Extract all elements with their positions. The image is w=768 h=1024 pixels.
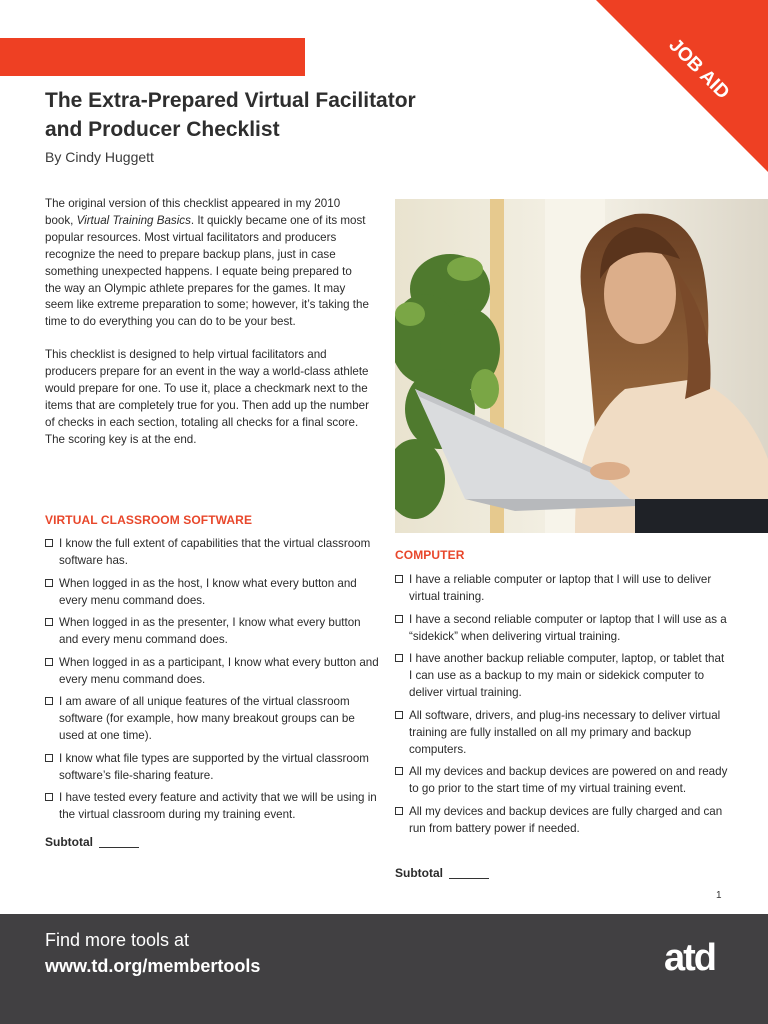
author-byline: By Cindy Huggett xyxy=(45,149,154,165)
intro-paragraph-1: The original version of this checklist appeared in my 2010 book, Virtual Training Basics. It quickly became one of its most popular resources. Most virtual facilitators and producers recognize the need to prepare backup plans, just in case something unexpected happens. I equate being prepared to the way an Olympic athlete prepares for the games. It may seem like extreme preparation to some; however, it’s taking the time to do everything you can do to be your best. xyxy=(45,197,369,329)
subtotal-blank[interactable] xyxy=(449,878,489,879)
checklist-item: When logged in as a participant, I know what every button and every menu command does. xyxy=(45,654,380,688)
section-title-virtual-classroom: VIRTUAL CLASSROOM SOFTWARE xyxy=(45,513,253,527)
intro-paragraph-2: This checklist is designed to help virtual facilitators and producers prepare for an event in the way a world-class athlete would prepare for one. To use it, place a checkmark next to the items that are completely true for you. Then add up the number of checks in each section, totaling all checks for a final score. The scoring key is at the end. xyxy=(45,348,369,446)
checkbox[interactable] xyxy=(45,539,53,547)
checkbox[interactable] xyxy=(45,697,53,705)
checklist-item: I am aware of all unique features of the virtual classroom software (for example, how many breakout groups can be used at one time). xyxy=(45,693,380,744)
virtual-classroom-checklist xyxy=(45,535,380,829)
page-title: The Extra-Prepared Virtual Facilitator and Producer Checklist xyxy=(45,89,416,141)
checkbox[interactable] xyxy=(45,579,53,587)
header-accent-bar xyxy=(0,38,305,76)
subtotal-computer: Subtotal xyxy=(395,866,489,880)
computer-checklist xyxy=(395,571,730,842)
checklist-item: When logged in as the host, I know what every button and every menu command does. xyxy=(45,575,380,609)
checkbox[interactable] xyxy=(45,754,53,762)
checklist-item: I know what file types are supported by the virtual classroom software’s file-sharing feature. xyxy=(45,750,380,784)
checkbox[interactable] xyxy=(45,618,53,626)
checkbox[interactable] xyxy=(395,575,403,583)
footer-tagline: Find more tools at xyxy=(45,930,190,950)
checklist-item: I know the full extent of capabilities that the virtual classroom software has. xyxy=(45,535,380,569)
checklist-item: I have a reliable computer or laptop that I will use to deliver virtual training. xyxy=(395,571,730,605)
checklist-item: I have another backup reliable computer, laptop, or tablet that I can use as a backup to my main or sidekick computer to deliver virtual training. xyxy=(395,650,730,701)
checkbox[interactable] xyxy=(395,654,403,662)
atd-logo xyxy=(664,934,726,978)
section-title-computer: COMPUTER xyxy=(395,548,465,562)
checklist-item: All software, drivers, and plug-ins necessary to deliver virtual training are fully installed on all my primary and backup computers. xyxy=(395,707,730,758)
checklist-item: When logged in as the presenter, I know what every button and every menu command does. xyxy=(45,614,380,648)
intro-text xyxy=(45,196,370,465)
subtotal-virtual-classroom: Subtotal xyxy=(45,835,139,849)
woman-with-laptop-photo xyxy=(395,199,768,533)
checklist-item: All my devices and backup devices are fully charged and can run from battery power if needed. xyxy=(395,803,730,837)
checkbox[interactable] xyxy=(45,658,53,666)
checklist-item: All my devices and backup devices are powered on and ready to go prior to the start time of my virtual training event. xyxy=(395,763,730,797)
checkbox[interactable] xyxy=(395,615,403,623)
checklist-item: I have a second reliable computer or laptop that I will use as a “sidekick” when delivering virtual training. xyxy=(395,611,730,645)
job-aid-label: JOB AID xyxy=(664,34,734,104)
footer-url-link[interactable]: www.td.org/membertools xyxy=(45,956,261,976)
checklist-item: I have tested every feature and activity that we will be using in the virtual classroom during my training event. xyxy=(45,789,380,823)
atd-logo-text: atd xyxy=(664,937,715,978)
checkbox[interactable] xyxy=(395,711,403,719)
checkbox[interactable] xyxy=(395,807,403,815)
job-aid-corner-badge xyxy=(596,0,768,172)
footer xyxy=(0,914,768,1024)
checkbox[interactable] xyxy=(395,767,403,775)
subtotal-blank[interactable] xyxy=(99,847,139,848)
checkbox[interactable] xyxy=(45,793,53,801)
page-number: 1 xyxy=(716,890,722,901)
